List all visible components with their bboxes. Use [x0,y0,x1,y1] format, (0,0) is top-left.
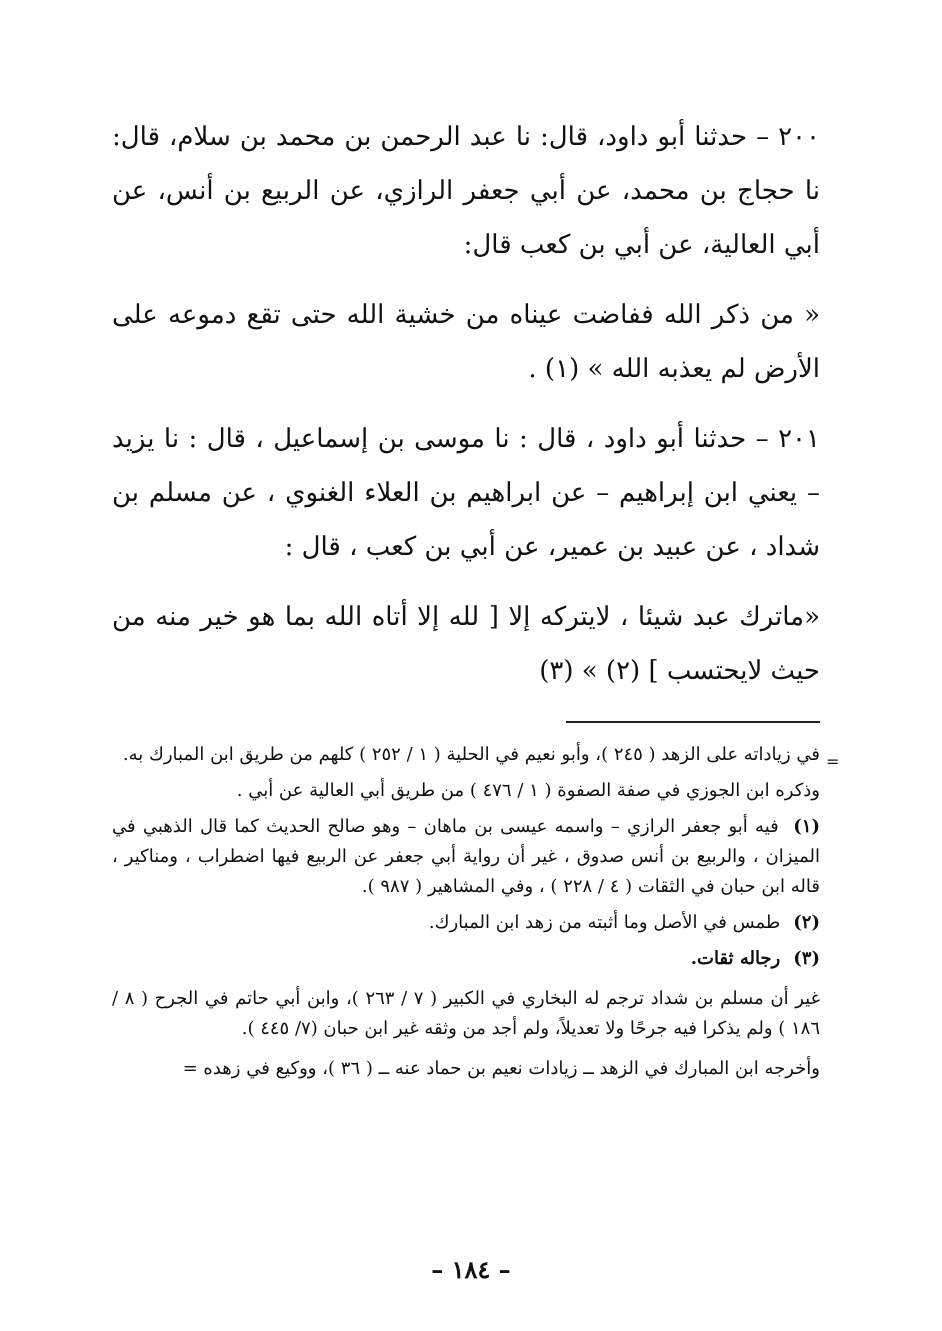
footnote-1 [112,812,820,902]
footnote-continuation-mark: = [826,752,840,771]
footnote-continued-2: وذكره ابن الجوزي في صفة الصفوة ( ١ / ٤٧٦ ) من طريق أبي العالية عن أبي . [236,780,820,801]
page-number: – ١٨٤ – [431,1255,511,1284]
footnote-separator [566,721,820,723]
footnote-3-detail: غير أن مسلم بن شداد ترجم له البخاري في الكبير ( ٧ / ٢٦٣ )، وابن أبي حاتم في الجرح ( ٨ / ١٨٦ ) ولم يذكرا فيه جرحًا ولا تعديلاً، ولم أجد من وثقه غير ابن حبان (٧/ ٤٤٥ ). [112,988,820,1039]
footnote-continued-1: في زياداته على الزهد ( ٢٤٥ )، وأبو نعيم في الحلية ( ١ / ٢٥٢ ) كلهم من طريق ابن المبارك به. [122,744,820,765]
hadith-201-text: ٢٠١ – حدثنا أبو داود ، قال : نا موسى بن إسماعيل ، قال : نا يزيد – يعني ابن إبراهيم – عن ابراهيم بن العلاء الغنوي ، عن مسلم بن شداد ، عن عبيد بن عمير، عن أبي بن كعب ، قال : [112,424,820,562]
footnote-3-takhrij: وأخرجه ابن المبارك في الزهد ــ زيادات نعيم بن حماد عنه ــ ( ٣٦ )، ووكيع في زهده = [182,1058,820,1079]
hadith-200-quote: « من ذكر الله ففاضت عيناه من خشية الله حتى تقع دموعه على الأرض لم يعذبه الله » (١) . [112,300,820,384]
footnote-1-text: فيه أبو جعفر الرازي – واسمه عيسى بن ماهان – وهو صالح الحديث كما قال الذهبي في الميزان ، والربيع بن أنس صدوق ، غير أن رواية أبي جعفر عن الربيع فيها اضطراب ، ومناكير ، قاله ابن حبان في الثقات ( ٤ / ٢٢٨ ) ، وفي المشاهير ( ٩٨٧ ). [112,816,820,897]
footnote-3-text: رجاله ثقات. [690,948,781,969]
footnote-2-label: (٢) [793,912,820,933]
footnote-2-text: طمس في الأصل وما أثبته من زهد ابن المبارك. [428,912,781,933]
footnote-2 [112,908,820,938]
footnotes [112,740,820,1090]
footnote-3 [112,944,820,974]
footnote-1-label: (١) [793,816,820,837]
main-text [112,110,820,714]
hadith-200-text: ٢٠٠ – حدثنا أبو داود، قال: نا عبد الرحمن بن محمد بن سلام، قال: نا حجاج بن محمد، عن أبي جعفر الرازي، عن الربيع بن أنس، عن أبي العالية، عن أبي بن كعب قال: [112,122,820,260]
footnote-3-label: (٣) [793,948,820,969]
hadith-201-quote: «ماترك عبد شيئا ، لايتركه إلا [ لله إلا أتاه الله بما هو خير منه من حيث لايحتسب ] (٢) » (٣) [112,602,820,686]
